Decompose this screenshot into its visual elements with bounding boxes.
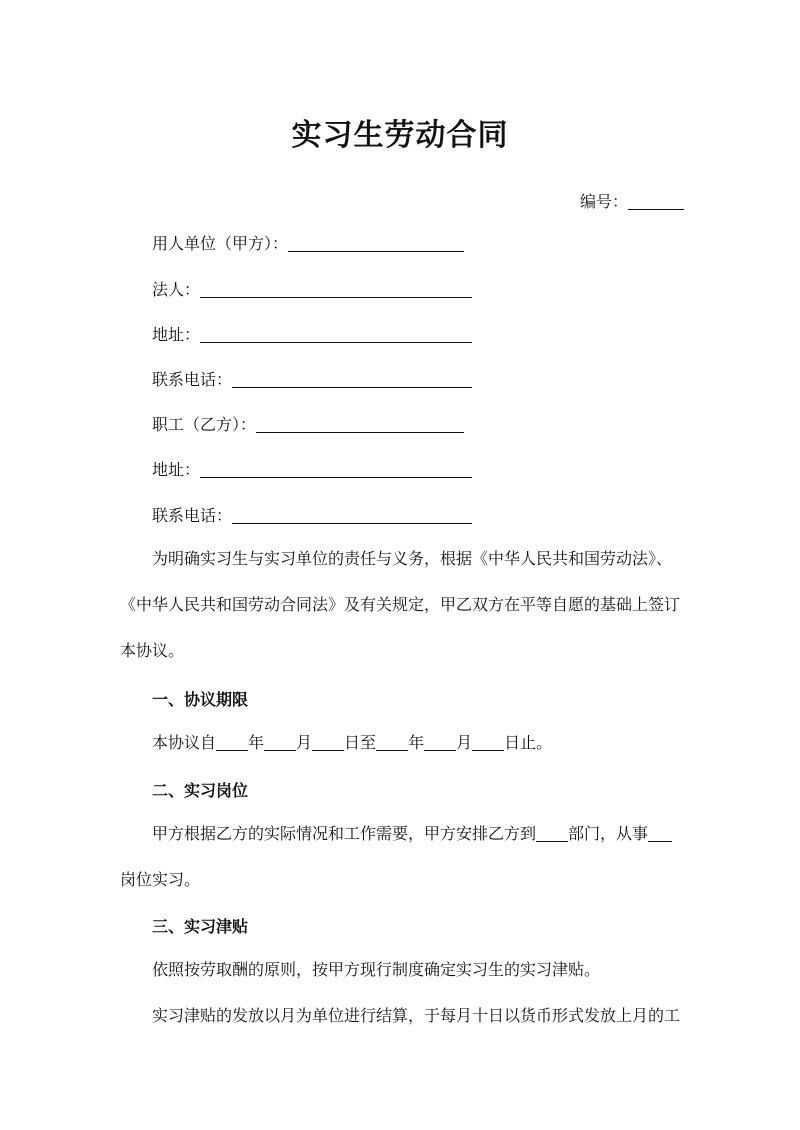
section-heading-term: 一、协议期限 [152,690,249,709]
field-employer-phone-label: 联系电话： [152,370,233,389]
field-employer-label: 用人单位（甲方）： [152,234,289,253]
field-employee-address [152,460,472,480]
term-text: 月 [296,733,313,752]
term-text: 日至 [344,733,377,752]
contract-number [580,192,684,212]
start-month-blank[interactable] [264,734,296,751]
field-employer-address-blank[interactable] [200,326,472,343]
post-blank[interactable] [648,825,672,842]
end-day-blank[interactable] [472,734,504,751]
term-text: 年 [248,733,265,752]
allowance-paragraph-1: 依照按劳取酬的原则，按甲方现行制度确定实习生的实习津贴。 [152,960,601,979]
term-text: 年 [408,733,425,752]
intro-line: 本协议。 [120,641,185,660]
intro-paragraph [120,549,680,687]
document-title: 实习生劳动合同 [291,118,509,153]
contract-number-blank[interactable] [628,193,684,210]
field-legal-person [152,280,472,300]
term-text: 本协议自 [152,733,217,752]
field-employer [152,234,464,254]
position-line-2: 岗位实习。 [120,870,201,889]
end-month-blank[interactable] [424,734,456,751]
intro-line: 《中华人民共和国劳动合同法》及有关规定，甲乙双方在平等自愿的基础上签订 [120,595,681,614]
position-sentence [152,824,672,844]
end-year-blank[interactable] [376,734,408,751]
position-text: 部门，从事 [568,824,649,843]
field-employee-address-blank[interactable] [200,461,472,478]
start-year-blank[interactable] [216,734,248,751]
field-employee-phone-label: 联系电话： [152,506,233,525]
field-employer-phone [152,370,472,390]
field-legal-person-label: 法人： [152,280,201,299]
term-sentence [152,733,552,753]
intro-line: 为明确实习生与实习单位的责任与义务，根据《中华人民共和国劳动法》、 [152,549,673,568]
section-heading-position: 二、实习岗位 [152,781,249,800]
section-heading-allowance: 三、实习津贴 [152,917,249,936]
field-employer-blank[interactable] [288,235,464,252]
field-employee-label: 职工（乙方）： [152,415,257,434]
field-employee-phone-blank[interactable] [232,507,472,524]
field-employee-blank[interactable] [256,416,464,433]
field-legal-person-blank[interactable] [200,281,472,298]
field-employee [152,415,464,435]
field-employer-phone-blank[interactable] [232,371,472,388]
field-employer-address-label: 地址： [152,325,201,344]
field-employer-address [152,325,472,345]
department-blank[interactable] [536,825,568,842]
field-employee-address-label: 地址： [152,460,201,479]
term-text: 月 [456,733,473,752]
term-text: 日止。 [504,733,553,752]
contract-number-label: 编号： [580,192,629,211]
position-text: 甲方根据乙方的实际情况和工作需要，甲方安排乙方到 [152,824,537,843]
allowance-paragraph-2: 实习津贴的发放以月为单位进行结算，于每月十日以货币形式发放上月的工 [152,1006,681,1025]
field-employee-phone [152,506,472,526]
start-day-blank[interactable] [312,734,344,751]
